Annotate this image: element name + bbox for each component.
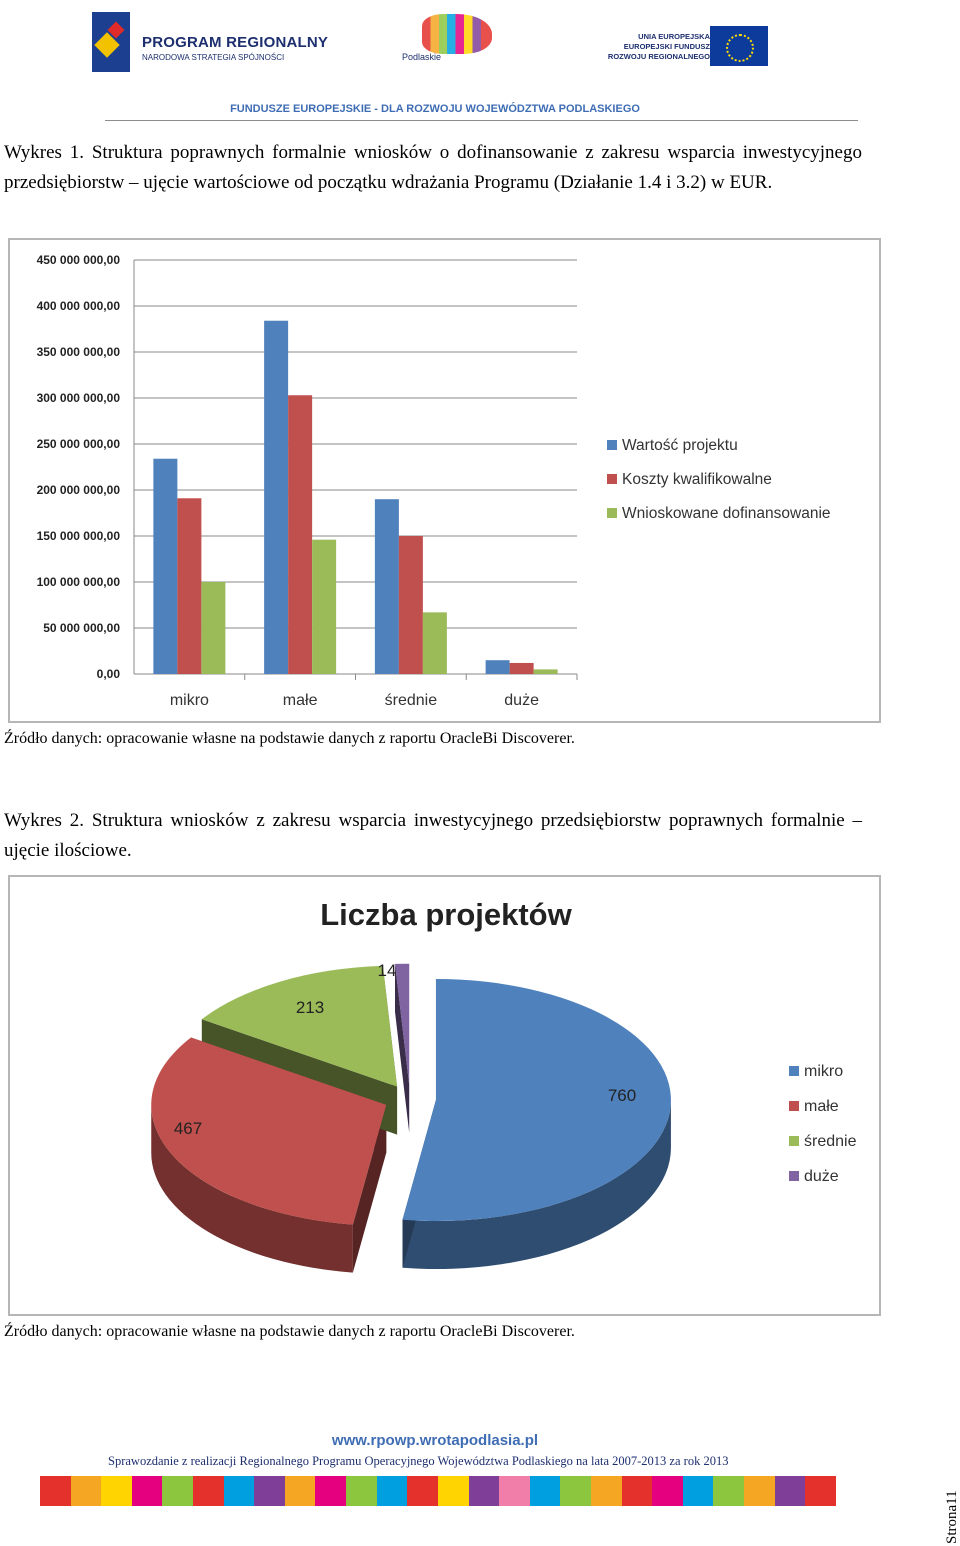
podlaskie-label: Podlaskie bbox=[402, 52, 442, 62]
legend-label: Wnioskowane dofinansowanie bbox=[622, 505, 831, 522]
bar-duże-0 bbox=[486, 660, 510, 674]
footer-report-title: Sprawozdanie z realizacji Regionalnego Programu Operacyjnego Województwa Podlaskiego na lata 2007-2013 za rok 2013 bbox=[108, 1454, 729, 1468]
page-number: Strona11 bbox=[944, 1490, 960, 1544]
eu-line-2: EUROPEJSKI FUNDUSZ bbox=[623, 42, 710, 51]
pie-value-label: 213 bbox=[295, 998, 325, 1017]
stripe-segment bbox=[162, 1476, 193, 1506]
logo-subtitle: NARODOWA STRATEGIA SPÓJNOŚCI bbox=[142, 53, 285, 62]
stripe-segment bbox=[805, 1476, 836, 1506]
x-category-label: mikro bbox=[169, 692, 209, 709]
stripe-segment bbox=[469, 1476, 500, 1506]
pie-value-label: 14 bbox=[377, 961, 397, 980]
stripe-segment bbox=[224, 1476, 255, 1506]
eu-line-3: ROZWOJU REGIONALNEGO bbox=[607, 52, 710, 61]
bar-średnie-2 bbox=[423, 612, 447, 674]
eu-flag-icon bbox=[710, 26, 768, 66]
eu-logo bbox=[600, 26, 780, 70]
stripe-segment bbox=[254, 1476, 285, 1506]
stripe-segment bbox=[438, 1476, 469, 1506]
x-category-label: małe bbox=[282, 692, 318, 709]
legend-swatch bbox=[789, 1101, 799, 1111]
stripe-segment bbox=[407, 1476, 438, 1506]
bar-średnie-1 bbox=[399, 536, 423, 674]
bar-chart-frame bbox=[8, 238, 881, 723]
stripe-segment bbox=[315, 1476, 346, 1506]
legend-swatch bbox=[607, 474, 617, 484]
figure2-source: Źródło danych: opracowanie własne na podstawie danych z raportu OracleBi Discoverer. bbox=[4, 1323, 575, 1340]
legend-label: mikro bbox=[804, 1063, 844, 1080]
stripe-segment bbox=[713, 1476, 744, 1506]
stripe-segment bbox=[622, 1476, 653, 1506]
bar-małe-0 bbox=[264, 321, 288, 674]
star-flag-icon bbox=[92, 12, 130, 72]
legend-label: duże bbox=[804, 1168, 839, 1185]
y-tick-label: 400 000 000,00 bbox=[36, 299, 120, 313]
pie-title: Liczba projektów bbox=[320, 897, 572, 932]
bar-mikro-2 bbox=[201, 582, 225, 674]
y-tick-label: 200 000 000,00 bbox=[36, 483, 120, 497]
bar-mikro-1 bbox=[177, 498, 201, 674]
bar-duże-2 bbox=[534, 669, 558, 674]
program-regionalny-logo bbox=[92, 12, 332, 78]
stripe-segment bbox=[560, 1476, 591, 1506]
stripe-segment bbox=[744, 1476, 775, 1506]
stripe-segment bbox=[101, 1476, 132, 1506]
bar-małe-2 bbox=[312, 540, 336, 674]
stripe-segment bbox=[40, 1476, 71, 1506]
stripe-segment bbox=[775, 1476, 806, 1506]
stripe-segment bbox=[132, 1476, 163, 1506]
stripe-segment bbox=[652, 1476, 683, 1506]
footer-color-stripe bbox=[40, 1476, 836, 1506]
stripe-segment bbox=[683, 1476, 714, 1506]
bar-mikro-0 bbox=[153, 459, 177, 674]
figure1-source: Źródło danych: opracowanie własne na podstawie danych z raportu OracleBi Discoverer. bbox=[4, 730, 575, 747]
stripe-segment bbox=[499, 1476, 530, 1506]
logo-title: PROGRAM REGIONALNY bbox=[142, 34, 329, 51]
figure1-caption: Wykres 1. Struktura poprawnych formalnie wniosków o dofinansowanie z zakresu wsparcia inwestycyjnego przedsiębiorstw – ujęcie wartościowe od początku wdrażania Programu (Działanie 1.4 i 3.2) w EUR. bbox=[4, 142, 862, 193]
bison-icon bbox=[422, 14, 492, 54]
stripe-segment bbox=[346, 1476, 377, 1506]
y-tick-label: 300 000 000,00 bbox=[36, 391, 120, 405]
bar-chart bbox=[10, 240, 879, 721]
stripe-segment bbox=[193, 1476, 224, 1506]
stripe-segment bbox=[377, 1476, 408, 1506]
bar-średnie-0 bbox=[375, 499, 399, 674]
header-tagline: FUNDUSZE EUROPEJSKIE - DLA ROZWOJU WOJEWÓDZTWA PODLASKIEGO bbox=[230, 103, 640, 115]
x-category-label: średnie bbox=[384, 692, 438, 709]
y-tick-label: 100 000 000,00 bbox=[36, 575, 120, 589]
eu-line-1: UNIA EUROPEJSKA bbox=[638, 32, 710, 41]
legend-label: średnie bbox=[804, 1133, 857, 1150]
y-tick-label: 50 000 000,00 bbox=[43, 621, 120, 635]
legend-swatch bbox=[789, 1171, 799, 1181]
legend-label: Koszty kwalifikowalne bbox=[622, 471, 772, 488]
y-tick-label: 150 000 000,00 bbox=[36, 529, 120, 543]
stripe-segment bbox=[530, 1476, 561, 1506]
stripe-segment bbox=[71, 1476, 102, 1506]
stripe-segment bbox=[591, 1476, 622, 1506]
podlaskie-logo bbox=[398, 12, 498, 68]
y-tick-label: 250 000 000,00 bbox=[36, 437, 120, 451]
footer-url: www.rpowp.wrotapodlasia.pl bbox=[331, 1432, 539, 1449]
y-tick-label: 0,00 bbox=[96, 667, 120, 681]
pie-chart-frame bbox=[8, 875, 881, 1316]
bar-małe-1 bbox=[288, 395, 312, 674]
pie-value-label: 760 bbox=[607, 1086, 637, 1105]
page-header bbox=[0, 0, 960, 125]
bar-duże-1 bbox=[510, 663, 534, 674]
pie-value-label: 467 bbox=[173, 1119, 203, 1138]
stripe-segment bbox=[285, 1476, 316, 1506]
x-category-label: duże bbox=[504, 692, 539, 709]
y-tick-label: 350 000 000,00 bbox=[36, 345, 120, 359]
legend-swatch bbox=[607, 508, 617, 518]
figure2-caption: Wykres 2. Struktura wniosków z zakresu wsparcia inwestycyjnego przedsiębiorstw poprawnych formalnie – ujęcie ilościowe. bbox=[4, 810, 862, 861]
y-tick-label: 450 000 000,00 bbox=[36, 253, 120, 267]
header-divider bbox=[105, 120, 858, 121]
legend-swatch bbox=[789, 1066, 799, 1076]
legend-swatch bbox=[607, 440, 617, 450]
legend-label: małe bbox=[804, 1098, 839, 1115]
pie-chart bbox=[10, 877, 879, 1314]
legend-swatch bbox=[789, 1136, 799, 1146]
legend-label: Wartość projektu bbox=[622, 437, 738, 454]
